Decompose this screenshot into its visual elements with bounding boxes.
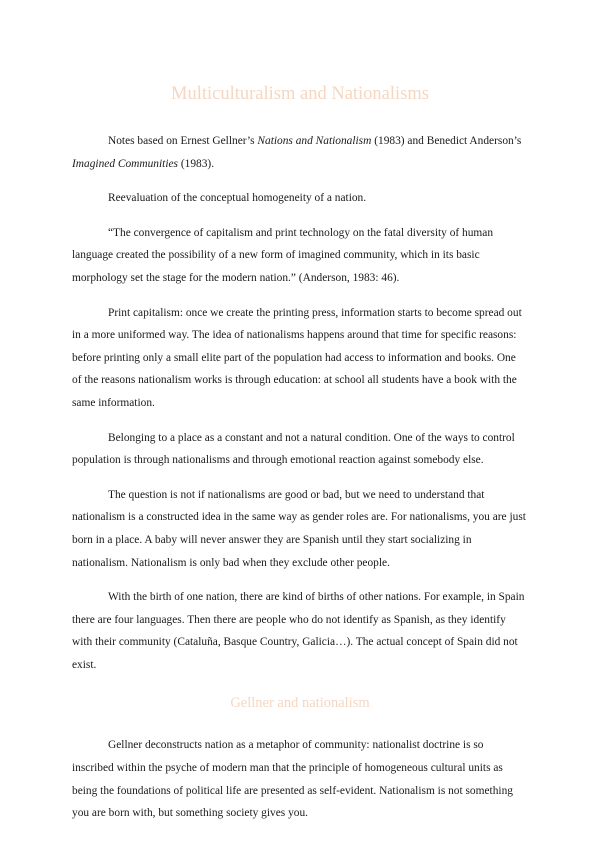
paragraph-birth-of-nation: With the birth of one nation, there are kind of births of other nations. For example, in Spain there are four languages. Then there are people who do not identify as Spanish, as they identify with their community (Cataluña, Basque Country, Galicia…). The actual concept of Spain did not exist. <box>72 591 525 671</box>
document-title: Multiculturalism and Nationalisms <box>171 84 429 104</box>
intro-text-1: Notes based on Ernest Gellner’s <box>108 135 258 147</box>
paragraph-reevaluation: Reevaluation of the conceptual homogeneity of a nation. <box>108 192 367 205</box>
intro-text-2: (1983) and Benedict Anderson’s <box>371 135 522 147</box>
book-title-nations: Nations and Nationalism <box>257 135 372 147</box>
paragraph-belonging: Belonging to a place as a constant and not a natural condition. One of the ways to control population is through nationalisms and through emotional reaction against somebody else. <box>72 431 515 467</box>
paragraph-gellner: Gellner deconstructs nation as a metaphor of community: nationalist doctrine is so inscribed within the psyche of modern man that the principle of homogeneous cultural units as being the foundations of political life are presented as self-evident. Nationalism is not something you are born with, but something society gives you. <box>72 739 513 820</box>
book-title-imagined: Imagined Communities <box>72 157 178 170</box>
intro-paragraph <box>72 130 528 175</box>
paragraph-quote: “The convergence of capitalism and print technology on the fatal diversity of human language created the possibility of a new form of imagined community, which in its basic morphology set the stage for the modern nation.” (Anderson, 1983: 46). <box>72 226 494 284</box>
intro-text-3: (1983). <box>178 157 215 170</box>
section-heading: Gellner and nationalism <box>230 695 370 712</box>
paragraph-question: The question is not if nationalisms are good or bad, but we need to understand that nationalism is a constructed idea in the same way as gender roles are. For nationalisms, you are just born in a place. A baby will never answer they are Spanish until they start socializing in nationalism. Nationalism is only bad when they exclude other people. <box>72 488 526 569</box>
paragraph-print-capitalism: Print capitalism: once we create the printing press, information starts to become spread out in a more uniformed way. The idea of nationalisms happens around that time for specific reasons: before printing only a small elite part of the population had access to information and books. One of the reasons nationalism works is through education: at school all students have a book with the same information. <box>72 306 522 409</box>
